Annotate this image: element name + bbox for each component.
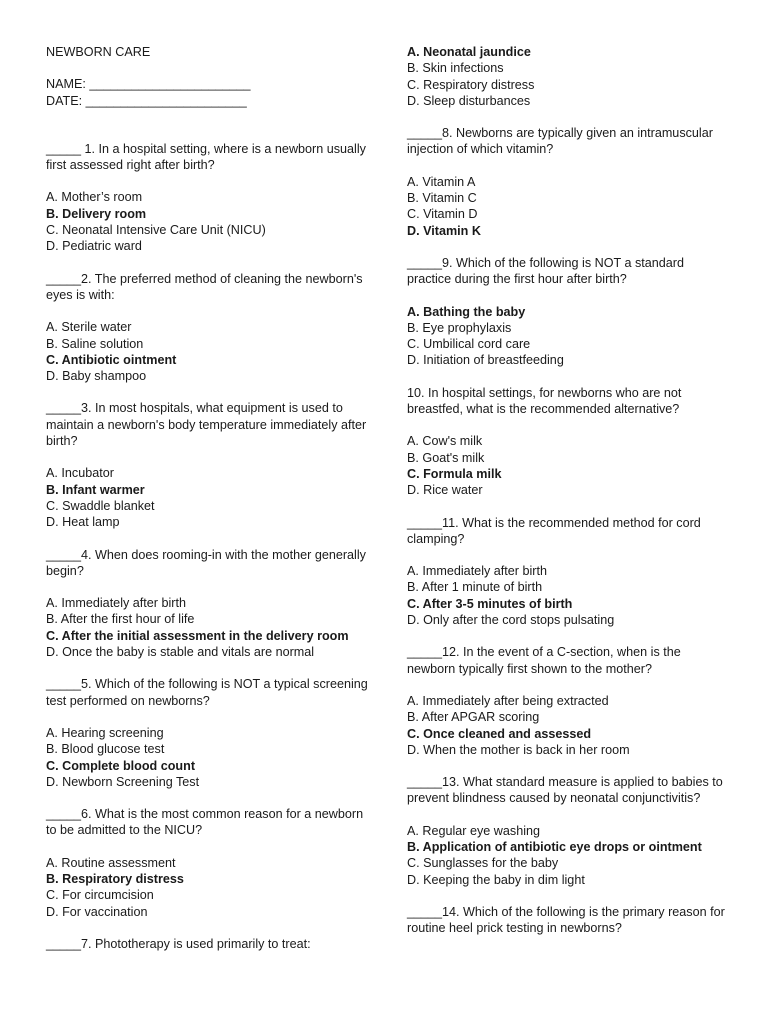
left-column <box>46 44 368 952</box>
option-b[interactable]: B. After APGAR scoring <box>407 710 540 725</box>
question-prompt: _____8. Newborns are typically given an intramuscular injection of which vitamin? <box>407 126 713 157</box>
option-a[interactable]: A. Routine assessment <box>46 855 176 870</box>
option-b[interactable]: B. Application of antibiotic eye drops or ointment <box>407 839 702 854</box>
question-prompt: _____12. In the event of a C-section, when is the newborn typically first shown to the mother? <box>407 645 681 676</box>
option-a[interactable]: A. Regular eye washing <box>407 823 541 838</box>
question-11 <box>407 515 729 629</box>
question-9 <box>407 255 729 369</box>
option-d[interactable]: D. For vaccination <box>46 904 148 919</box>
option-d[interactable]: D. Sleep disturbances <box>407 93 531 108</box>
option-d[interactable]: D. Rice water <box>407 483 483 498</box>
option-d[interactable]: D. Vitamin K <box>407 223 481 238</box>
option-a[interactable]: A. Sterile water <box>46 320 132 335</box>
right-column <box>407 44 729 936</box>
option-b[interactable]: B. After the first hour of life <box>46 612 195 627</box>
question-prompt: _____4. When does rooming-in with the mother generally begin? <box>46 547 366 578</box>
option-d[interactable]: D. Only after the cord stops pulsating <box>407 613 615 628</box>
option-c[interactable]: C. Vitamin D <box>407 207 478 222</box>
question-2 <box>46 271 368 385</box>
question-13 <box>407 774 729 888</box>
option-a[interactable]: A. Hearing screening <box>46 725 164 740</box>
option-d[interactable]: D. When the mother is back in her room <box>407 742 630 757</box>
question-prompt: _____9. Which of the following is NOT a standard practice during the first hour after birth? <box>407 255 684 287</box>
option-b[interactable]: B. Infant warmer <box>46 482 145 497</box>
question-prompt: _____ 1. In a hospital setting, where is a newborn usually first assessed right after birth? <box>46 141 366 173</box>
option-b[interactable]: B. After 1 minute of birth <box>407 580 543 595</box>
question-prompt: _____7. Phototherapy is used primarily to treat: <box>46 936 311 951</box>
date-field[interactable]: DATE: _______________________ <box>46 93 247 108</box>
option-b[interactable]: B. Eye prophylaxis <box>407 320 512 335</box>
option-b[interactable]: B. Respiratory distress <box>46 871 184 886</box>
option-b[interactable]: B. Skin infections <box>407 61 504 76</box>
question-prompt: _____2. The preferred method of cleaning the newborn's eyes is with: <box>46 271 363 302</box>
option-a[interactable]: A. Immediately after being extracted <box>407 693 609 708</box>
option-c[interactable]: C. Respiratory distress <box>407 77 535 92</box>
question-prompt: _____13. What standard measure is applied to babies to prevent blindness caused by neonatal conjunctivitis? <box>407 775 723 806</box>
option-d[interactable]: D. Heat lamp <box>46 515 120 530</box>
option-c[interactable]: C. Neonatal Intensive Care Unit (NICU) <box>46 223 266 238</box>
question-14 <box>407 904 729 937</box>
question-7-options <box>407 44 729 109</box>
question-10 <box>407 385 729 499</box>
option-d[interactable]: D. Once the baby is stable and vitals are normal <box>46 645 315 660</box>
option-d[interactable]: D. Pediatric ward <box>46 239 142 254</box>
question-prompt: _____6. What is the most common reason for a newborn to be admitted to the NICU? <box>46 807 364 838</box>
question-7 <box>46 936 368 952</box>
option-b[interactable]: B. Blood glucose test <box>46 742 165 757</box>
question-6 <box>46 806 368 920</box>
option-c[interactable]: C. Once cleaned and assessed <box>407 726 592 741</box>
option-d[interactable]: D. Keeping the baby in dim light <box>407 872 585 887</box>
option-a[interactable]: A. Bathing the baby <box>407 304 526 319</box>
option-a[interactable]: A. Neonatal jaundice <box>407 45 531 59</box>
option-c[interactable]: C. After the initial assessment in the delivery room <box>46 628 349 643</box>
question-1 <box>46 141 368 255</box>
option-a[interactable]: A. Incubator <box>46 466 114 481</box>
question-prompt: _____3. In most hospitals, what equipment is used to maintain a newborn's body temperature immediately after birth? <box>46 401 367 449</box>
option-c[interactable]: C. Umbilical cord care <box>407 337 531 352</box>
option-c[interactable]: C. After 3-5 minutes of birth <box>407 596 573 611</box>
option-b[interactable]: B. Vitamin C <box>407 191 477 206</box>
question-prompt: _____5. Which of the following is NOT a typical screening test performed on newborns? <box>46 677 368 708</box>
question-8 <box>407 125 729 239</box>
option-a[interactable]: A. Cow's milk <box>407 434 483 449</box>
option-b[interactable]: B. Saline solution <box>46 336 144 351</box>
option-a[interactable]: A. Mother’s room <box>46 190 143 205</box>
name-field[interactable]: NAME: _______________________ <box>46 77 251 92</box>
question-3 <box>46 400 368 530</box>
option-b[interactable]: B. Delivery room <box>46 206 147 221</box>
option-c[interactable]: C. For circumcision <box>46 888 154 903</box>
option-d[interactable]: D. Initiation of breastfeeding <box>407 353 564 368</box>
option-a[interactable]: A. Vitamin A <box>407 174 476 189</box>
option-b[interactable]: B. Goat's milk <box>407 450 485 465</box>
option-a[interactable]: A. Immediately after birth <box>46 596 186 611</box>
option-c[interactable]: C. Complete blood count <box>46 758 196 773</box>
worksheet-title: NEWBORN CARE <box>46 45 151 59</box>
option-c[interactable]: C. Swaddle blanket <box>46 498 155 513</box>
option-d[interactable]: D. Newborn Screening Test <box>46 774 200 789</box>
option-d[interactable]: D. Baby shampoo <box>46 369 147 384</box>
option-c[interactable]: C. Antibiotic ointment <box>46 352 177 367</box>
option-c[interactable]: C. Formula milk <box>407 466 502 481</box>
question-4 <box>46 547 368 661</box>
option-c[interactable]: C. Sunglasses for the baby <box>407 856 559 871</box>
option-a[interactable]: A. Immediately after birth <box>407 564 547 579</box>
question-prompt: 10. In hospital settings, for newborns who are not breastfed, what is the recommended alternative? <box>407 385 682 417</box>
question-prompt: _____14. Which of the following is the primary reason for routine heel prick testing in newborns? <box>407 904 725 936</box>
question-5 <box>46 676 368 790</box>
question-12 <box>407 644 729 758</box>
question-prompt: _____11. What is the recommended method for cord clamping? <box>407 515 701 546</box>
